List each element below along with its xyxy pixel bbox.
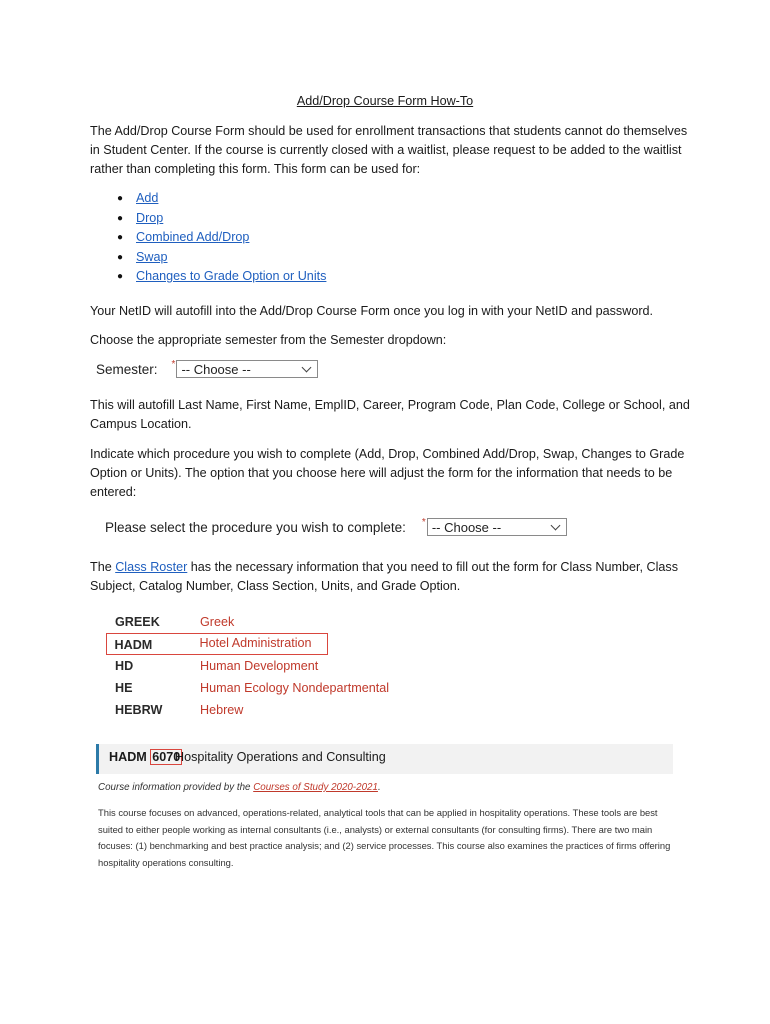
course-description: This course focuses on advanced, operations-related, analytical tools that can be applied in hospitality operations. These tools are best suited to either people working as internal consultants (i.e., analysts) or external consultants (for consulting firms). There are two main focuses: (1) benchmarking and best practice analysis; and (2) service processes. This course also examines the practices of firms offering hospitality operations consulting. <box>98 807 671 868</box>
courses-of-study-link[interactable]: Courses of Study 2020-2021 <box>253 782 378 793</box>
required-marker: * <box>171 358 176 370</box>
link-grade-option-units[interactable]: Changes to Grade Option or Units <box>136 269 327 283</box>
list-item <box>90 248 326 268</box>
procedure-dropdown-value: -- Choose -- <box>431 519 502 535</box>
subject-name[interactable]: Greek <box>200 615 235 629</box>
bullet-icon: ● <box>117 232 124 243</box>
semester-field <box>96 360 318 378</box>
course-header <box>96 744 673 774</box>
subject-name[interactable]: Hotel Administration <box>199 636 312 650</box>
list-item <box>90 189 326 209</box>
list-item <box>90 209 326 229</box>
link-swap[interactable]: Swap <box>136 249 168 264</box>
subject-code: HEBRW <box>115 703 163 717</box>
subject-roster <box>106 611 426 721</box>
subject-code: HE <box>115 681 133 695</box>
roster-paragraph <box>90 558 690 596</box>
link-combined-add-drop[interactable]: Combined Add/Drop <box>136 230 250 244</box>
roster-text-prefix: The <box>90 560 116 574</box>
roster-row <box>106 699 426 721</box>
bullet-icon: ● <box>117 271 124 282</box>
semester-dropdown[interactable] <box>176 360 318 378</box>
netid-paragraph: Your NetID will autofill into the Add/Drop Course Form once you log in with your NetID and password. <box>90 304 654 318</box>
required-marker: * <box>421 516 426 528</box>
procedure-label: Please select the procedure you wish to complete: <box>105 519 406 535</box>
roster-text-suffix: has the necessary information that you need to fill out the form for Class Number, Class Subject, Catalog Number, Class Section, Units, and Grade Option. <box>90 560 678 593</box>
course-info-suffix: . <box>377 782 381 793</box>
chevron-down-icon <box>302 362 312 372</box>
roster-row <box>106 677 426 699</box>
subject-code: HD <box>115 659 134 673</box>
semester-dropdown-value: -- Choose -- <box>181 361 251 377</box>
subject-code: HADM <box>114 638 153 652</box>
procedure-paragraph: Indicate which procedure you wish to complete (Add, Drop, Combined Add/Drop, Swap, Changes to Grade Option or Units). The option that you choose here will adjust the form for the information that needs to be entered: <box>90 447 685 499</box>
list-item <box>90 267 326 287</box>
roster-row <box>106 655 426 677</box>
list-item <box>90 228 326 248</box>
subject-name[interactable]: Human Ecology Nondepartmental <box>200 681 390 695</box>
procedure-dropdown[interactable] <box>427 518 567 536</box>
course-info-source <box>98 782 381 793</box>
link-drop[interactable]: Drop <box>136 210 164 225</box>
course-code <box>109 750 182 764</box>
bullet-icon: ● <box>117 193 124 204</box>
course-title: Hospitality Operations and Consulting <box>175 750 386 764</box>
chevron-down-icon <box>550 520 560 530</box>
form-usage-list <box>90 189 326 287</box>
subject-name[interactable]: Human Development <box>200 659 319 673</box>
page-title: Add/Drop Course Form How-To <box>296 94 474 108</box>
autofill-paragraph: This will autofill Last Name, First Name, EmplID, Career, Program Code, Plan Code, College or School, and Campus Location. <box>90 398 690 431</box>
bullet-icon: ● <box>117 212 124 224</box>
bullet-icon: ● <box>117 251 124 263</box>
subject-name[interactable]: Hebrew <box>200 703 244 717</box>
course-subject: HADM <box>109 750 147 764</box>
class-roster-link[interactable]: Class Roster <box>115 560 188 574</box>
semester-instruction: Choose the appropriate semester from the Semester dropdown: <box>90 333 447 347</box>
course-info-prefix: Course information provided by the <box>98 782 254 793</box>
course-number: 6070 <box>152 750 181 764</box>
roster-row-highlighted <box>106 633 328 655</box>
link-add[interactable]: Add <box>136 191 159 205</box>
semester-label: Semester: <box>96 361 158 377</box>
procedure-field <box>105 518 567 536</box>
roster-row <box>106 611 426 633</box>
subject-code: GREEK <box>115 615 160 629</box>
intro-paragraph: The Add/Drop Course Form should be used for enrollment transactions that students cannot do themselves in Student Center. If the course is currently closed with a waitlist, please request to be added to the waitlist rather than completing this form. This form can be used for: <box>90 124 688 176</box>
